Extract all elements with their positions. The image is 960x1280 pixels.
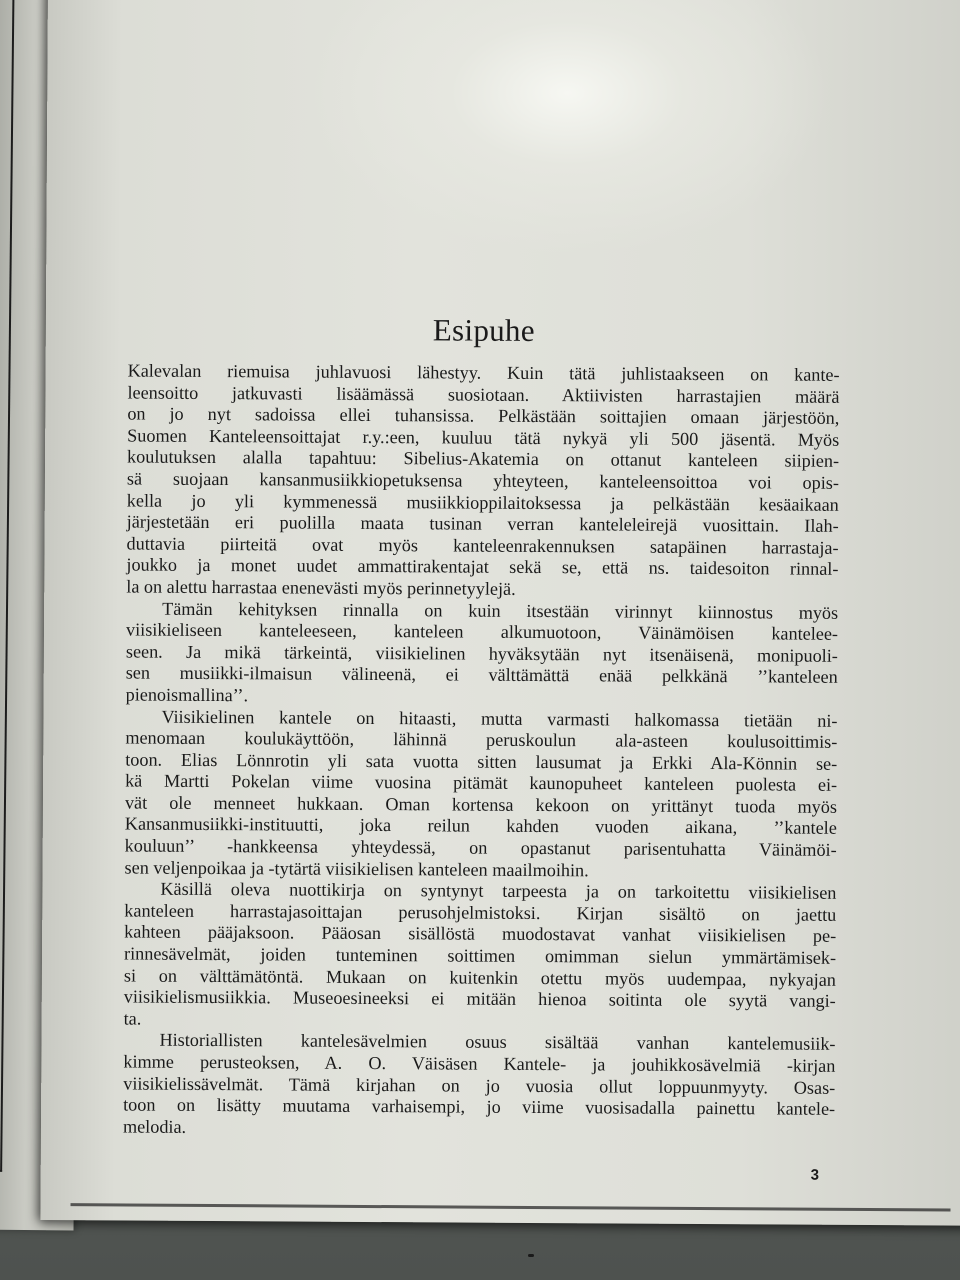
text-line: si on välttämätöntä. Mukaan on kuitenkin otettu myös uudempaa, nykyajan xyxy=(123,965,836,990)
text-line: kella jo yli kymmenessä musiikkioppilaitoksessa ja pelkästään kesäaikaan xyxy=(126,490,839,515)
text-line: Viisikielinen kantele on hitaasti, mutta varmasti halkomassa tietään ni- xyxy=(161,706,838,731)
page-title: Esipuhe xyxy=(432,312,535,348)
book-page xyxy=(40,0,960,1226)
text-line: viisikieliseen kanteleeseen, kanteleen alkumuotoon, Väinämöisen kantelee- xyxy=(125,619,839,644)
text-line: viisikielissävelmät. Tämä kirjahan on jo vuosia ollut loppuunmyyty. Osas- xyxy=(123,1073,836,1098)
text-line: sen veljenpoikaa ja -tytärtä viisikielisen kanteleen maailmoihin. xyxy=(124,857,589,880)
paragraph xyxy=(123,1030,836,1142)
text-line: on jo nyt sadoissa ellei tuhansissa. Pelkästään soittajien omaan järjestöön, xyxy=(127,403,840,429)
paragraph xyxy=(126,598,839,710)
text-line: pienoismallina’’. xyxy=(125,684,249,706)
text-line: kanteleen harrastajasoittajan perusohjelmistoksi. Kirjan sisältö on jaettu xyxy=(124,900,837,925)
text-line: Tämän kehityksen rinnalla on kuin itsestään virinnyt kiinnostus myös xyxy=(162,598,839,623)
text-line: ta. xyxy=(123,1008,142,1029)
text-line: kouluun’’ -hankkeensa yhteydessä, on opastanut parisentuhatta Väinämöi- xyxy=(124,835,837,860)
text-line: kahteen pääjaksoon. Pääosan sisällöstä muodostavat vanhat viisikielisen pe- xyxy=(124,921,837,947)
paragraph-list xyxy=(123,360,840,1142)
text-line: menomaan koulukäyttöön, lähinnä peruskoulun ala-asteen koulusoittimis- xyxy=(125,727,838,752)
page-number: 3 xyxy=(810,1166,820,1184)
paragraph xyxy=(125,706,838,883)
text-line: toon. Elias Lönnrotin yli sata vuotta sitten lausumat ja Erkki Ala-Könnin se- xyxy=(125,749,838,774)
text-line: toon on lisätty muutama varhaisempi, jo viime vuosisadalla painettu kantele- xyxy=(123,1094,836,1120)
text-line: sen musiikki-ilmaisun välineenä, ei välttämättä enää pelkkänä ’’kanteleen xyxy=(125,662,838,688)
text-line: vät ole menneet hukkaan. Oman kortensa kekoon on yrittänyt tuoda myös xyxy=(124,792,838,817)
text-line: duttavia piirteitä ovat myös kanteleenrakennuksen satapäinen harrastaja- xyxy=(126,533,839,558)
adjacent-page-border xyxy=(0,0,14,1172)
text-line: seen. Ja mikä tärkeintä, viisikielinen hyväksytään nyt itsenäisenä, monipuoli- xyxy=(125,641,838,666)
text-line: leensoitto jatkuvasti lisäämässä suosiotaan. Aktiivisten harrastajien määrä xyxy=(127,382,840,407)
text-line: kä Martti Pokelan viime vuosina pitämät kaunopuheet kanteleen puolesta ei- xyxy=(125,770,838,796)
text-line: Käsillä oleva nuottikirja on syntynyt tarpeesta ja on tarkoitettu viisikielisen xyxy=(160,878,837,904)
text-line: Historiallisten kantelesävelmien osuus sisältää vanhan kantelemusiik- xyxy=(159,1030,836,1055)
dust-speck xyxy=(528,1254,534,1257)
text-line: la on alettu harrastaa enenevästi myös perinnetyylejä. xyxy=(126,576,516,599)
preface-text-block xyxy=(123,310,840,1142)
text-line: kimme perusteoksen, A. O. Väisäsen Kantele- ja jouhikkosävelmiä -kirjan xyxy=(123,1051,836,1076)
text-line: melodia. xyxy=(122,1116,187,1137)
text-line: Suomen Kanteleensoittajat r.y.:een, kuuluu tätä nykyä yli 500 jäsentä. Myös xyxy=(127,425,840,450)
text-line: koulutuksen alalla tapahtuu: Sibelius-Akatemia on ottanut kanteleen siipien- xyxy=(127,446,840,472)
page-bottom-edge xyxy=(71,1203,951,1211)
text-line: rinnesävelmät, joiden tunteminen soittimen omimman sielun ymmärtämisek- xyxy=(123,943,837,968)
paragraph xyxy=(126,360,839,602)
text-line: sä suojaan kansanmusiikkiopetuksensa yhteyteen, kanteleensoittoa voi opis- xyxy=(126,468,840,493)
text-line: joukko ja monet uudet ammattirakentajat sekä se, että ns. taidesoiton rinnal- xyxy=(126,554,839,580)
text-line: järjestetään eri puolilla maata tusinan verran kanteleleirejä vuosittain. Ilah- xyxy=(126,511,839,536)
text-line: Kalevalan riemuisa juhlavuosi lähestyy. Kuin tätä juhlistaakseen on kante- xyxy=(127,360,840,385)
text-line: Kansanmusiikki-instituutti, joka reilun kahden vuoden aikana, ’’kantele xyxy=(124,813,837,839)
paragraph xyxy=(124,879,837,1035)
text-line: viisikielismusiikkia. Museoesineeksi ei mitään hienoa soitinta ole syytä vangi- xyxy=(123,986,836,1012)
